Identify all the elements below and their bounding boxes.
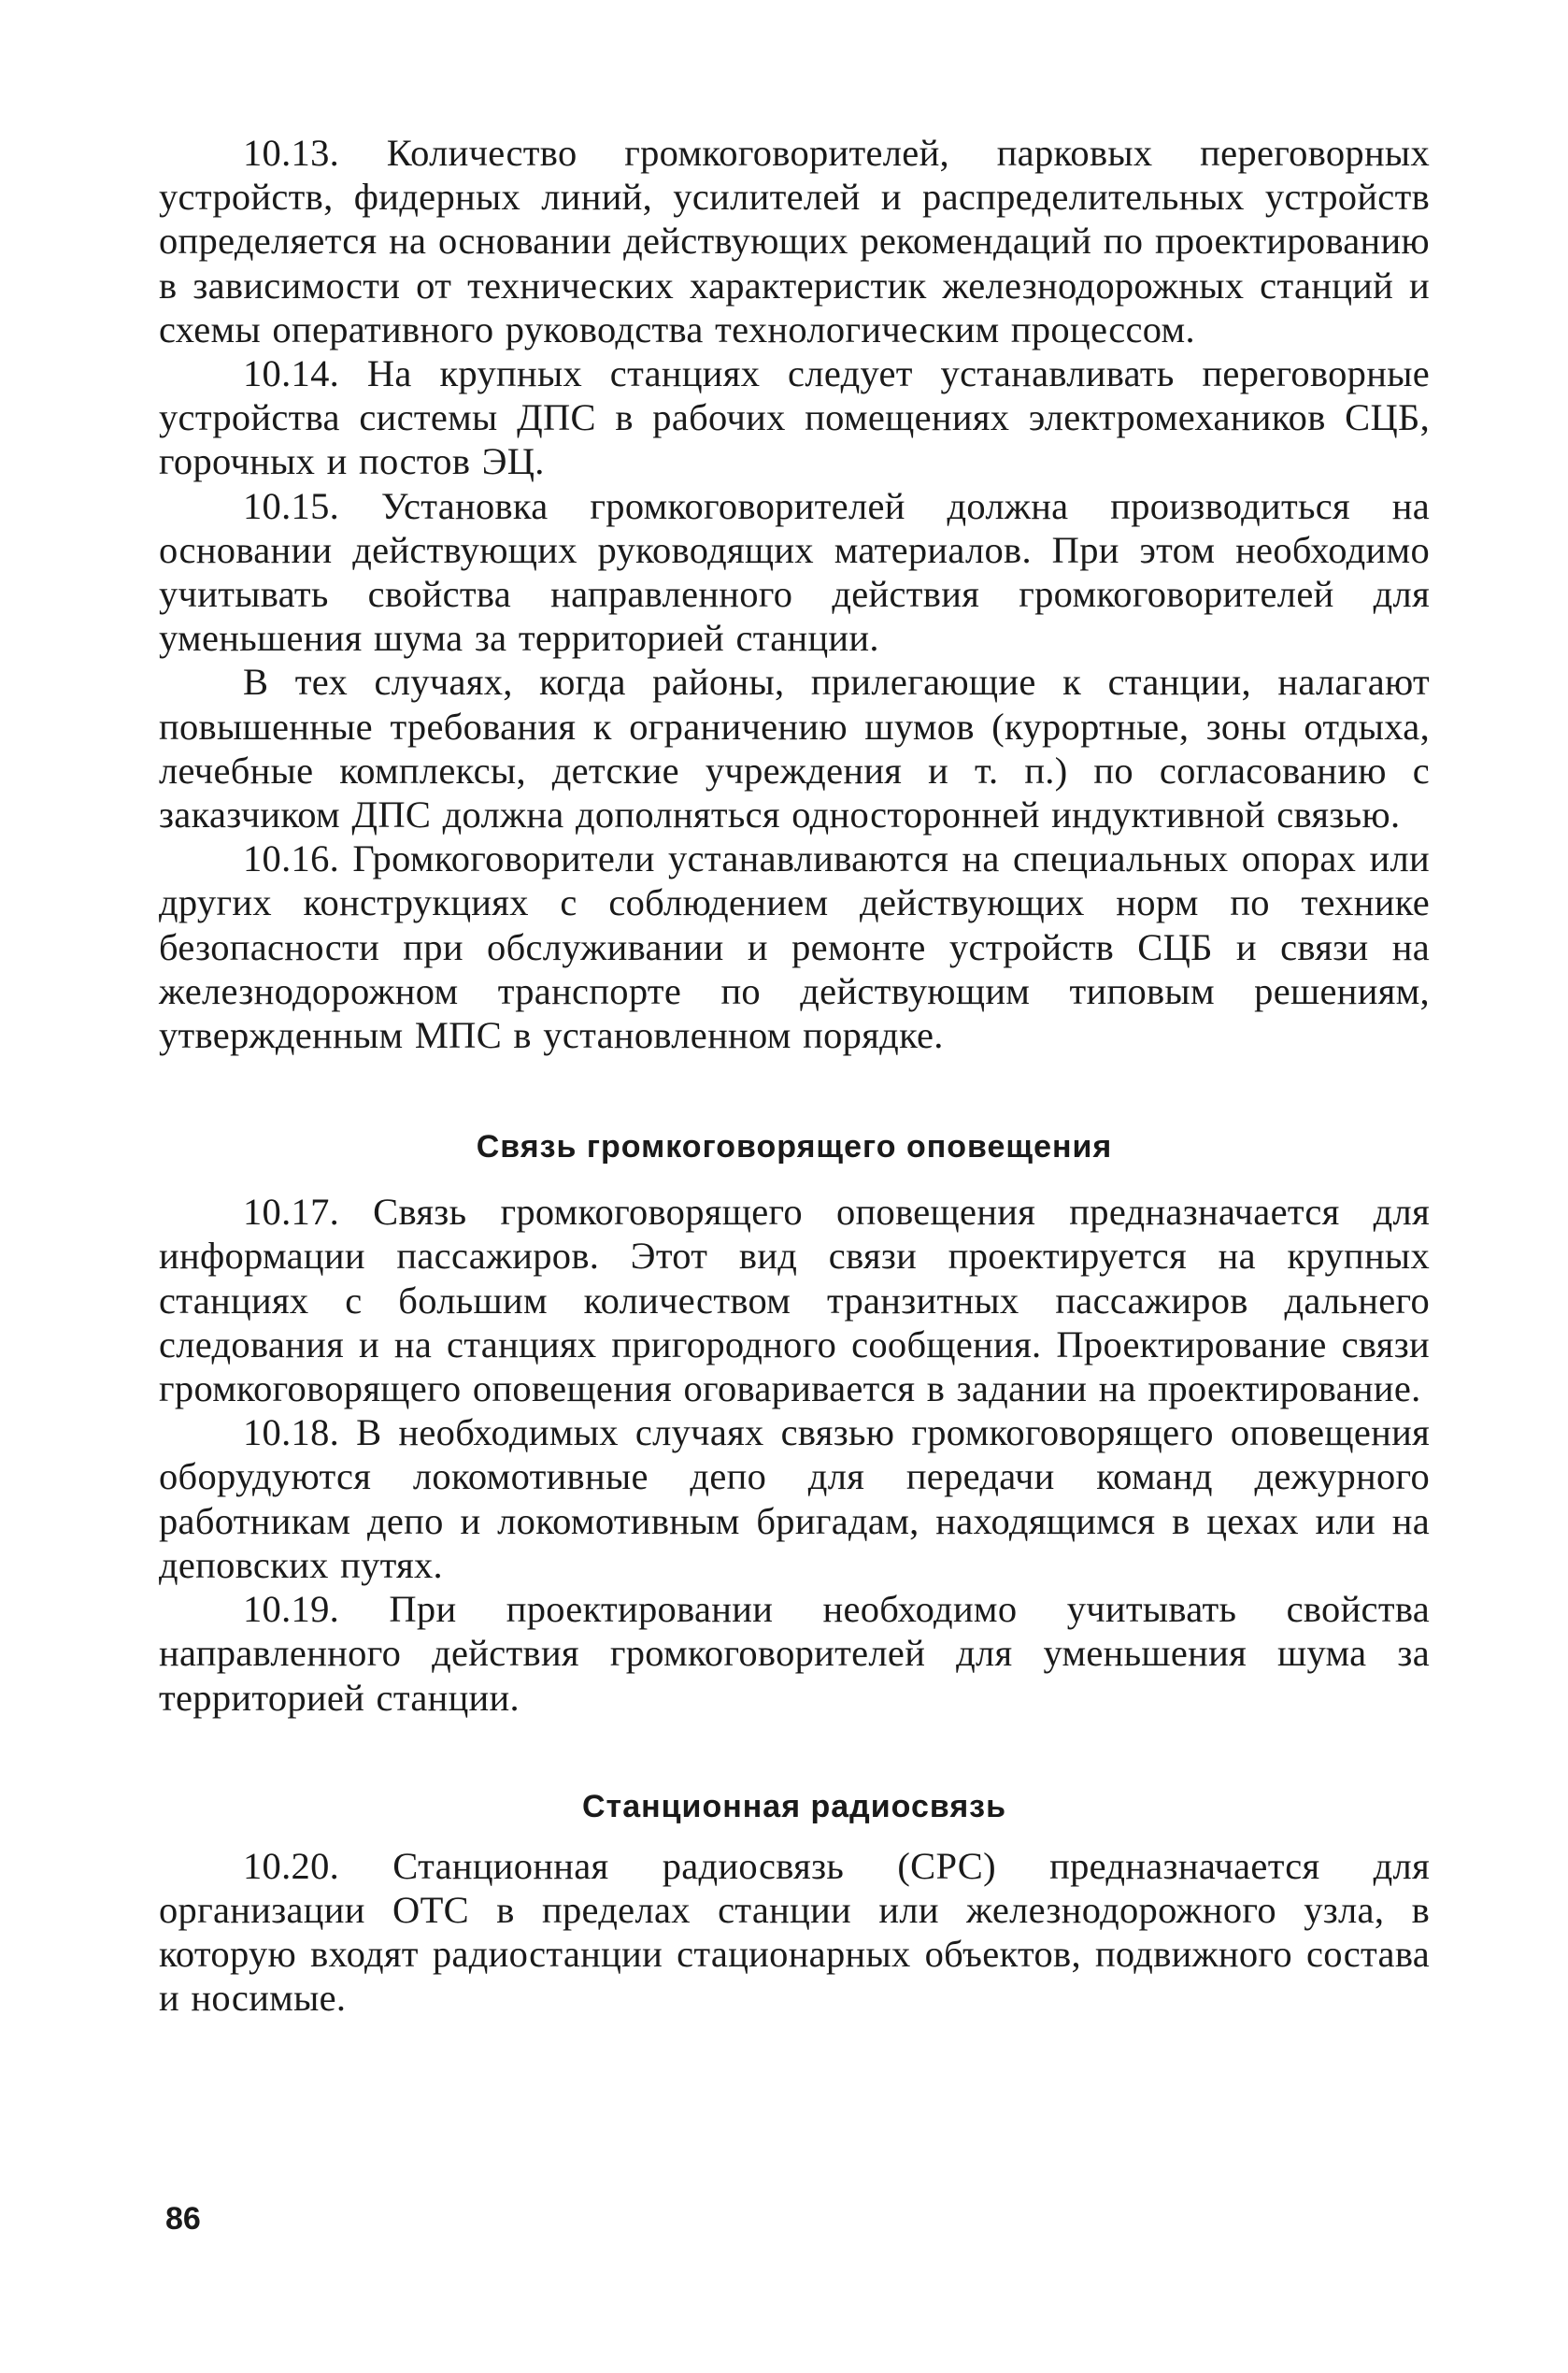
paragraph-10-13: 10.13. Количество громкоговорителей, парковых переговорных устройств, фидерных линий, усилителей и распределительных устройств определяется на основании действующих рекомендаций по проектированию в зависимости от технических характеристик железнодорожных станций и схемы оперативного руководства технологическим процессом. [159, 132, 1430, 350]
paragraph-10-14: 10.14. На крупных станциях следует устанавливать переговорные устройства системы ДПС в рабочих помещениях электромехаников СЦБ, горочных и постов ЭЦ. [159, 352, 1430, 483]
section-heading-loudspeaker-notification: Связь громкоговорящего оповещения [476, 1129, 1113, 1165]
paragraph-10-17: 10.17. Связь громкоговорящего оповещения предназначается для информации пассажиров. Этот вид связи проектируется на крупных станциях с большим количеством транзитных пассажиров дальнего следования и на станциях пригородного сообщения. Проектирование связи громкоговорящего оповещения оговаривается в задании на проектирование. [159, 1191, 1430, 1410]
paragraph-10-18: 10.18. В необходимых случаях связью громкоговорящего оповещения оборудуются локомотивные депо для передачи команд дежурного работникам депо и локомотивным бригадам, находящимся в цехах или на деповских путях. [159, 1411, 1430, 1586]
section-heading-station-radio: Станционная радиосвязь [582, 1788, 1006, 1824]
paragraph-10-15: 10.15. Установка громкоговорителей должна производиться на основании действующих руководящих материалов. При этом необходимо учитывать свойства направленного действия громкоговорителей для уменьшения шума за территорией станции. [159, 484, 1430, 660]
paragraph-10-16: 10.16. Громкоговорители устанавливаются на специальных опорах или других конструкциях с соблюдением действующих норм по технике безопасности при обслуживании и ремонте устройств СЦБ и связи на железнодорожном транспорте по действующим типовым решениям, утвержденным МПС в установленном порядке. [159, 837, 1430, 1057]
paragraph-10-20: 10.20. Станционная радиосвязь (СРС) предназначается для организации ОТС в пределах станции или железнодорожного узла, в которую входят радиостанции стационарных объектов, подвижного состава и носимые. [159, 1844, 1430, 2020]
document-page [159, 131, 1430, 2021]
page-number: 86 [165, 2201, 201, 2237]
paragraph-10-15-continued: В тех случаях, когда районы, прилегающие к станции, налагают повышенные требования к ограничению шумов (курортные, зоны отдыха, лечебные комплексы, детские учреждения и т. п.) по согласованию с заказчиком ДПС должна дополняться односторонней индуктивной связью. [159, 661, 1430, 836]
paragraph-10-19: 10.19. При проектировании необходимо учитывать свойства направленного действия громкоговорителей для уменьшения шума за территорией станции. [159, 1588, 1430, 1719]
